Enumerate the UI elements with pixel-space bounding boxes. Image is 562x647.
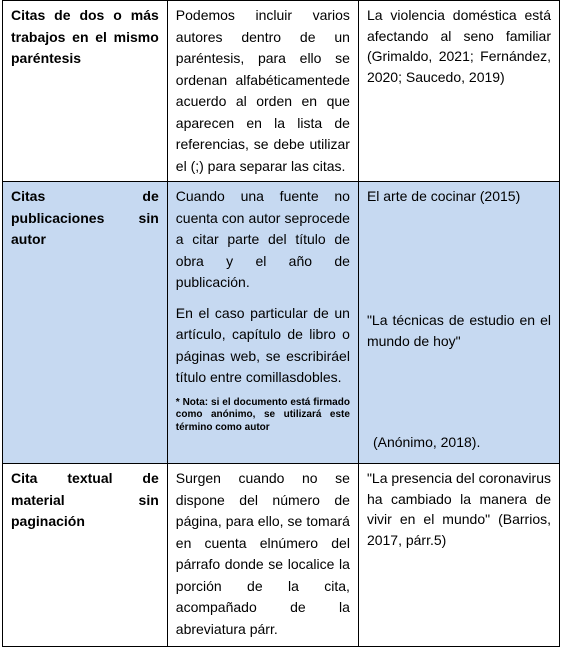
row-label-cell xyxy=(3,182,168,464)
description-text: En el caso particular de un artículo, capítulo de libro o páginas web, se escribiráel título entre comillasdobles. xyxy=(175,304,350,385)
table-row xyxy=(3,464,560,647)
row-label-cell xyxy=(3,464,168,647)
example-text: (Anónimo, 2018). xyxy=(372,434,481,450)
table-row xyxy=(3,182,560,464)
example-text: El arte de cocinar (2015) xyxy=(366,188,521,204)
example-text: "La presencia del coronavirus ha cambiado la manera de vivir en el mundo" (Barrios, 2017, párr.5) xyxy=(366,470,551,548)
note-text: * Nota: si el documento está firmado como anónimo, se utilizará este término como autor xyxy=(175,396,350,433)
example-text: "La técnicas de estudio en el mundo de hoy" xyxy=(366,312,551,349)
description-cell xyxy=(167,464,358,647)
description-text: Podemos incluir varios autores dentro de un paréntesis, para ello se ordenan alfabéticamentede acuerdo al orden en que aparecen en la lista de referencias, se debe utilizar el (;) para separar las citas. xyxy=(175,7,350,174)
table-row xyxy=(3,1,560,182)
example-cell xyxy=(358,1,559,182)
citation-rules-table xyxy=(2,0,560,647)
row-label: Citas de dos o más trabajos en el mismo paréntesis xyxy=(11,7,159,66)
description-text: Surgen cuando no se dispone del número de página, para ello, se tomará en cuenta elnúmero del párrafo donde se localice la porción de la cita, acompañado de la abreviatura párr. xyxy=(175,470,350,637)
description-text: Cuando una fuente no cuenta con autor seprocede a citar parte del título de obra y el año de publicación. xyxy=(175,188,350,290)
row-label: Citas de publicaciones sin autor xyxy=(11,188,159,247)
description-cell xyxy=(167,182,358,464)
row-label-cell xyxy=(3,1,168,182)
example-cell xyxy=(358,464,559,647)
example-cell xyxy=(358,182,559,464)
example-text: La violencia doméstica está afectando al seno familiar (Grimaldo, 2021; Fernández, 2020; Saucedo, 2019) xyxy=(366,7,551,85)
row-label: Cita textual de material sin paginación xyxy=(11,470,159,529)
description-cell xyxy=(167,1,358,182)
